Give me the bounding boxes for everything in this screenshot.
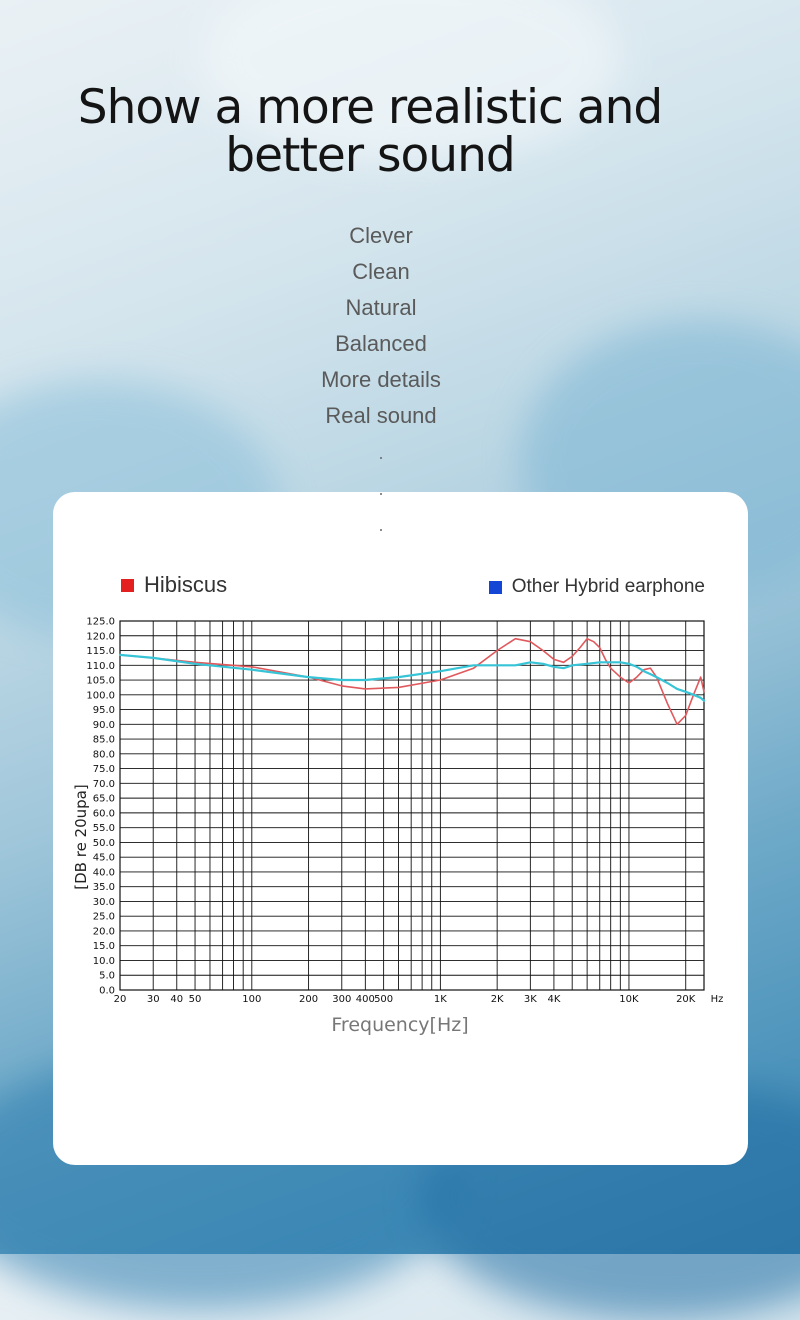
headline — [60, 80, 680, 183]
x-unit-label: Hz — [710, 994, 724, 1005]
y-tick-label: 120.0 — [86, 631, 115, 643]
y-tick-label: 100.0 — [86, 690, 115, 702]
y-tick-label: 70.0 — [92, 778, 115, 790]
y-tick-label: 45.0 — [92, 852, 115, 864]
y-tick-label: 40.0 — [92, 867, 115, 879]
y-tick-label: 115.0 — [86, 646, 115, 658]
headline-line-2: better sound — [225, 128, 515, 183]
y-tick-label: 95.0 — [92, 705, 115, 717]
x-tick-label: 1K — [433, 994, 447, 1005]
legend-item-other — [489, 576, 705, 598]
y-tick-label: 65.0 — [92, 793, 115, 805]
y-tick-label: 25.0 — [92, 911, 115, 923]
y-axis-label: [DB re 20upa] — [72, 784, 90, 890]
separator-dot — [380, 457, 382, 459]
x-tick-label: 100 — [242, 994, 262, 1005]
x-axis-label: Frequency[Hz] — [331, 1014, 469, 1036]
y-tick-label: 75.0 — [92, 764, 115, 776]
legend-item-hibiscus — [121, 572, 227, 598]
feature-item: Clean — [352, 259, 410, 284]
x-tick-label: 300 — [332, 994, 352, 1005]
legend-swatch — [489, 581, 502, 594]
x-tick-label: 20 — [113, 994, 127, 1005]
feature-item: Real sound — [325, 403, 437, 428]
y-tick-label: 0.0 — [99, 985, 115, 997]
y-tick-label: 50.0 — [92, 837, 115, 849]
feature-item: More details — [321, 367, 441, 392]
separator-dot — [380, 493, 382, 495]
y-tick-label: 30.0 — [92, 896, 115, 908]
separator-dot — [380, 529, 382, 531]
feature-list — [280, 220, 482, 436]
x-tick-label: 500 — [374, 994, 394, 1005]
y-tick-label: 110.0 — [86, 660, 115, 672]
y-tick-label: 5.0 — [99, 970, 115, 982]
legend-swatch — [121, 579, 134, 592]
x-tick-label: 3K — [523, 994, 537, 1005]
feature-item: Clever — [349, 223, 413, 248]
y-tick-label: 15.0 — [92, 941, 115, 953]
y-tick-label: 55.0 — [92, 823, 115, 835]
y-tick-label: 105.0 — [86, 675, 115, 687]
headline-line-1: Show a more realistic and — [77, 80, 663, 135]
legend-label: Other Hybrid earphone — [511, 576, 705, 597]
y-tick-label: 60.0 — [92, 808, 115, 820]
y-tick-label: 80.0 — [92, 749, 115, 761]
y-tick-label: 85.0 — [92, 734, 115, 746]
x-tick-label: 40 — [170, 994, 184, 1005]
x-tick-label: 10K — [619, 994, 639, 1005]
x-tick-label: 400 — [355, 994, 375, 1005]
x-tick-label: 4K — [547, 994, 561, 1005]
y-tick-label: 125.0 — [86, 616, 115, 628]
chart-card — [53, 492, 748, 1165]
legend-label: Hibiscus — [144, 572, 228, 597]
x-tick-label: 30 — [146, 994, 160, 1005]
feature-item: Balanced — [335, 331, 427, 356]
y-tick-label: 90.0 — [92, 719, 115, 731]
x-tick-label: 20K — [676, 994, 696, 1005]
y-tick-label: 35.0 — [92, 882, 115, 894]
feature-item: Natural — [345, 295, 417, 320]
y-tick-label: 10.0 — [92, 955, 115, 967]
x-tick-label: 200 — [299, 994, 319, 1005]
x-tick-label: 50 — [188, 994, 202, 1005]
x-tick-label: 2K — [490, 994, 504, 1005]
y-tick-label: 20.0 — [92, 926, 115, 938]
